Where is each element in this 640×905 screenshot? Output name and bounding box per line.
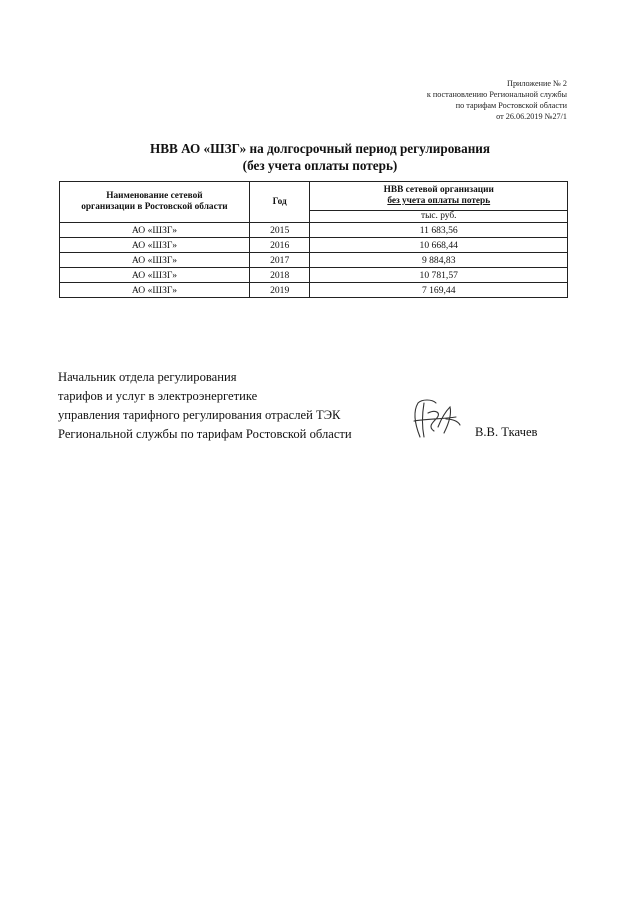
table-row: [60, 283, 568, 298]
cell-org: АО «ШЗГ»: [60, 253, 250, 268]
handwritten-signature: [406, 397, 462, 439]
table-row: [60, 253, 568, 268]
signature-position-line: тарифов и услуг в электроэнергетике: [58, 389, 258, 403]
table-row: [60, 223, 568, 238]
signature-position-line: Региональной службы по тарифам Ростовской области: [58, 427, 352, 441]
cell-year: 2015: [249, 223, 310, 238]
table-header-row: [60, 182, 568, 211]
header-org-line-2: организации в Ростовской области: [81, 202, 228, 212]
signature-block: [58, 368, 352, 444]
cell-year: 2018: [249, 268, 310, 283]
table-row: [60, 238, 568, 253]
header-org-line-1: Наименование сетевой: [106, 191, 203, 201]
table-row: [60, 268, 568, 283]
cell-org: АО «ШЗГ»: [60, 283, 250, 298]
header-year: Год: [249, 182, 310, 223]
header-org-name: [60, 182, 250, 223]
cell-year: 2019: [249, 283, 310, 298]
title-line-2: (без учета оплаты потерь): [242, 158, 398, 173]
document-title: [0, 140, 640, 174]
signature-position-line: Начальник отдела регулирования: [58, 370, 237, 384]
header-value-line-1: НВВ сетевой организации: [383, 185, 494, 195]
header-unit: тыс. руб.: [310, 211, 568, 223]
appendix-line: Приложение № 2: [507, 79, 567, 88]
cell-year: 2017: [249, 253, 310, 268]
appendix-line: от 26.06.2019 №27/1: [496, 112, 567, 121]
nvv-table: [59, 181, 568, 298]
appendix-line: по тарифам Ростовской области: [455, 101, 567, 110]
cell-value: 9 884,83: [310, 253, 568, 268]
cell-value: 11 683,56: [310, 223, 568, 238]
cell-value: 7 169,44: [310, 283, 568, 298]
title-line-1: НВВ АО «ШЗГ» на долгосрочный период регулирования: [149, 141, 491, 156]
header-value: [310, 182, 568, 211]
signature-position-line: управления тарифного регулирования отраслей ТЭК: [58, 408, 341, 422]
cell-value: 10 668,44: [310, 238, 568, 253]
cell-value: 10 781,57: [310, 268, 568, 283]
header-value-line-2: без учета оплаты потерь: [387, 196, 491, 206]
appendix-line: к постановлению Региональной службы: [426, 90, 567, 99]
cell-org: АО «ШЗГ»: [60, 268, 250, 283]
cell-org: АО «ШЗГ»: [60, 223, 250, 238]
cell-year: 2016: [249, 238, 310, 253]
signatory-name: В.В. Ткачев: [475, 425, 538, 439]
appendix-note: [427, 78, 567, 122]
cell-org: АО «ШЗГ»: [60, 238, 250, 253]
